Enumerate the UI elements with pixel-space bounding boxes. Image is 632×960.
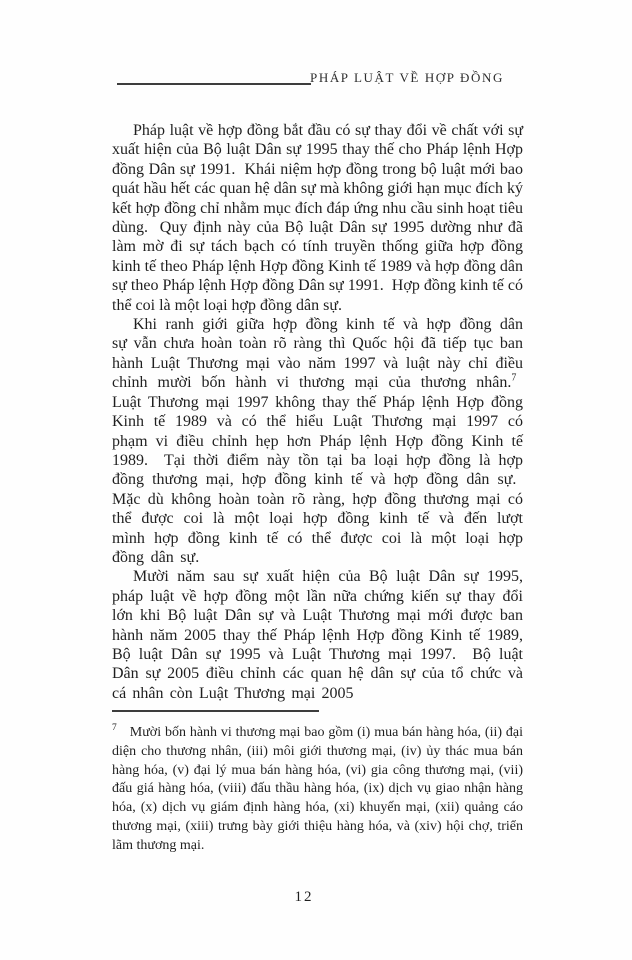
header-rule <box>117 83 311 85</box>
footnote-separator <box>112 710 319 712</box>
body-paragraph <box>112 567 523 703</box>
paragraph-text: Luật Thương mại 1997 không thay thế Pháp lệnh Hợp đồng Kinh tế 1989 và có thể hiểu Luật Thương mại 1997 có phạm vi điều chỉnh hẹp hơn Pháp lệnh Hợp đồng Kinh tế 1989. Tại thời điểm này tồn tại ba loại hợp đồng là hợp đồng thương mại, hợp đồng kinh tế và hợp đồng dân sự. Mặc dù không hoàn toàn rõ ràng, hợp đồng thương mại có thể được coi là một loại hợp đồng kinh tế và đến lượt mình hợp đồng kinh tế có thể được coi là một loại hợp đồng dân sự. <box>112 374 523 566</box>
footnote-text: Mười bốn hành vi thương mại bao gồm (i) mua bán hàng hóa, (ii) đại diện cho thương nhân, (iii) môi giới thương mại, (iv) ủy thác mua bán hàng hóa, (v) đại lý mua bán hàng hóa, (vi) gia công thương mại, (vii) đấu giá hàng hóa, (viii) đấu thầu hàng hóa, (ix) dịch vụ giao nhận hàng hóa, (x) dịch vụ giám định hàng hóa, (xi) khuyến mại, (xii) quảng cáo thương mại, (xiii) trưng bày giới thiệu hàng hóa, và (xiv) hội chợ, triển lãm thương mại. <box>112 725 523 853</box>
body-paragraph <box>112 315 523 567</box>
running-header-title: PHÁP LUẬT VỀ HỢP ĐỒNG <box>310 70 504 85</box>
footnote-block <box>112 710 523 856</box>
page-number: 12 <box>294 889 314 905</box>
paragraph-text: Mười năm sau sự xuất hiện của Bộ luật Dân sự 1995, pháp luật về hợp đồng một lần nữa chứng kiến sự thay đổi lớn khi Bộ luật Dân sự và Luật Thương mại mới được ban hành năm 2005 thay thế Pháp lệnh Hợp đồng Kinh tế 1989, Bộ luật Dân sự 1995 và Luật Thương mại 1997. Bộ luật Dân sự 2005 điều chỉnh các quan hệ dân sự của tổ chức và cá nhân còn Luật Thương mại 2005 <box>112 568 523 702</box>
paragraph-text: Pháp luật về hợp đồng bắt đầu có sự thay đổi về chất với sự xuất hiện của Bộ luật Dân sự 1995 thay thế cho Pháp lệnh Hợp đồng Dân sự 1991. Khái niệm hợp đồng trong bộ luật mới bao quát hầu hết các quan hệ dân sự mà không giới hạn mục đích ký kết hợp đồng chỉ nhằm mục đích đáp ứng nhu cầu sinh hoạt tiêu dùng. Quy định này của Bộ luật Dân sự 1995 dường như đã làm mờ đi sự tách bạch có tính truyền thống giữa hợp đồng kinh tế theo Pháp lệnh Hợp đồng Kinh tế 1989 và hợp đồng dân sự theo Pháp lệnh Hợp đồng Dân sự 1991. Hợp đồng kinh tế có thể coi là một loại hợp đồng dân sự. <box>112 122 523 314</box>
footnote-marker: 7 <box>112 723 117 734</box>
body-text <box>112 121 523 703</box>
paragraph-text: Khi ranh giới giữa hợp đồng kinh tế và hợp đồng dân sự vẫn chưa hoàn toàn rõ ràng thì Quốc hội đã tiếp tục ban hành Luật Thương mại vào năm 1997 và luật này chỉ điều chỉnh mười bốn hành vi thương mại của thương nhân. <box>112 316 523 392</box>
footnote <box>112 724 523 856</box>
footnote-reference: 7 <box>511 372 517 384</box>
body-paragraph <box>112 121 523 315</box>
